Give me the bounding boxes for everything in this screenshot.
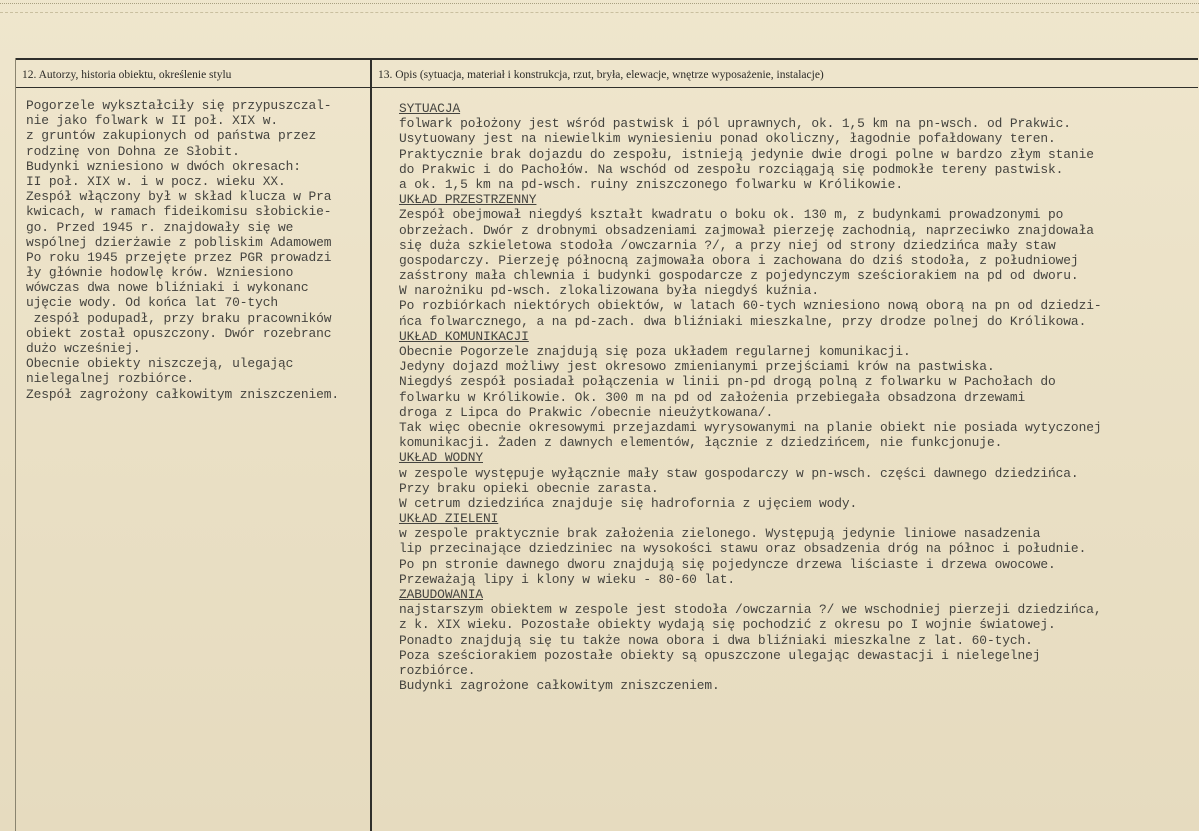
description-text-line: ńca folwarcznego, a na pd-zach. dwa bliźniaki mieszkalne, przy drodze polnej do Królikowa. bbox=[399, 313, 1087, 329]
description-text-line: w zespole występuje wyłącznie mały staw gospodarczy w pn-wsch. części dawnego dziedzińca. bbox=[399, 465, 1079, 481]
perforated-top-edge bbox=[0, 0, 1199, 13]
description-text-line: Jedyny dojazd możliwy jest okresowo zmienianymi przejściami krów na pastwiska. bbox=[399, 359, 995, 375]
section-heading: ZABUDOWANIA bbox=[399, 587, 483, 602]
history-text-line: rodzinę von Dohna ze Słobit. bbox=[26, 143, 240, 159]
top-edge-line bbox=[0, 3, 1199, 5]
description-text-line: Przy braku opieki obecnie zarasta. bbox=[399, 480, 659, 496]
history-text-line: nie jako folwark w II poł. XIX w. bbox=[26, 113, 278, 129]
description-text-line: do Prakwic i do Pachołów. Na wschód od zespołu rozciągają się podmokłe tereny pastwisk. bbox=[399, 161, 1064, 177]
history-text-column bbox=[26, 98, 339, 402]
section-12-header: 12. Autorzy, historia obiektu, określenie stylu bbox=[22, 69, 232, 81]
section-heading: SYTUACJA bbox=[399, 101, 461, 116]
history-text-line: wspólnej dzierżawie z pobliskim Adamowem bbox=[26, 234, 332, 250]
history-text-line: wówczas dwa nowe bliźniaki i wykonanc bbox=[26, 280, 309, 296]
description-text-line: z k. XIX wieku. Pozostałe obiekty wydają się pochodzić z okresu po I wojnie światowej. bbox=[399, 617, 1056, 633]
history-text-line: Obecnie obiekty niszczeją, ulegając bbox=[26, 356, 294, 372]
history-text-line: z gruntów zakupionych od państwa przez bbox=[26, 128, 317, 144]
history-text-line: ły głównie hodowlę krów. Wzniesiono bbox=[26, 265, 294, 281]
history-text-line: obiekt został opuszczony. Dwór rozebranc bbox=[26, 325, 332, 341]
description-text-line: Po rozbiórkach niektórych obiektów, w latach 60-tych wzniesiono nową oborą na pn od dziedzi- bbox=[399, 298, 1102, 314]
table-top-rule bbox=[15, 58, 1198, 60]
section-13-header: 13. Opis (sytuacja, materiał i konstrukcja, rzut, bryła, elewacje, wnętrze wyposażenie, instalacje) bbox=[378, 69, 824, 81]
description-text-column bbox=[399, 101, 1101, 693]
description-text-line: się duża szkieletowa stodoła /owczarnia ?/, a przy niej od strony dziedzińca mały staw bbox=[399, 237, 1056, 253]
history-text-line: Budynki wzniesiono w dwóch okresach: bbox=[26, 158, 301, 174]
description-text-line: folwarku w Królikowie. Ok. 300 m na pd od założenia przebiegała obsadzona drzewami bbox=[399, 389, 1026, 405]
history-text-line: zespół podupadł, przy braku pracowników bbox=[26, 310, 332, 326]
history-text-line: nielegalnej rozbiórce. bbox=[26, 371, 194, 387]
description-text-line: Po pn stronie dawnego dworu znajdują się pojedyncze drzewa liściaste i drzewa owocowe. bbox=[399, 556, 1056, 572]
header-bottom-rule bbox=[15, 87, 1198, 88]
history-text-line: ujęcie wody. Od końca lat 70-tych bbox=[26, 295, 278, 311]
description-text-line: Ponadto znajdują się tu także nowa obora i dwa bliźniaki mieszkalne z lat. 60-tych. bbox=[399, 632, 1033, 648]
description-text-line: Budynki zagrożone całkowitym zniszczeniem. bbox=[399, 678, 720, 694]
description-text-line: droga z Lipca do Prakwic /obecnie nieużytkowana/. bbox=[399, 404, 774, 420]
history-text-line: Po roku 1945 przejęte przez PGR prowadzi bbox=[26, 249, 332, 265]
history-text-line: Zespół zagrożony całkowitym zniszczeniem. bbox=[26, 386, 340, 402]
description-text-line: lip przecinające dziedziniec na wysokości stawu oraz obsadzenia dróg na północ i południe. bbox=[399, 541, 1087, 557]
section-heading: UKŁAD WODNY bbox=[399, 450, 483, 466]
history-text-line: Pogorzele wykształciły się przypuszczal- bbox=[26, 98, 332, 113]
column-divider bbox=[370, 58, 372, 831]
description-text-line: Zespół obejmował niegdyś kształt kwadratu o boku ok. 130 m, z budynkami prowadzonymi po bbox=[399, 207, 1064, 223]
description-text-line: obrzeżach. Dwór z drobnymi obsadzeniami zajmował pierzeję zachodnią, naprzeciwko znajdowała bbox=[399, 222, 1094, 238]
description-text-line: Praktycznie brak dojazdu do zespołu, istnieją jedynie dwie drogi polne w bardzo złym stanie bbox=[399, 146, 1094, 162]
section-heading: UKŁAD ZIELENI bbox=[399, 511, 499, 527]
description-text-line: Usytuowany jest na niewielkim wyniesieniu ponad okoliczny, łagodnie pofałdowany teren. bbox=[399, 131, 1056, 147]
section-heading: UKŁAD PRZESTRZENNY bbox=[399, 192, 537, 208]
description-text-line: w zespole praktycznie brak założenia zielonego. Występują jedynie liniowe nasadzenia bbox=[399, 526, 1041, 542]
description-text-line: Obecnie Pogorzele znajdują się poza układem regularnej komunikacji. bbox=[399, 344, 911, 359]
history-text-line: go. Przed 1945 r. znajdowały się we bbox=[26, 219, 294, 235]
description-text-line: komunikacji. Żaden z dawnych elementów, łącznie z dziedzińcem, nie funkcjonuje. bbox=[399, 435, 1003, 451]
description-text-line: rozbiórce. bbox=[399, 662, 476, 678]
description-text-line: Poza sześciorakiem pozostałe obiekty są opuszczone ulegając dewastacji i nielegelnej bbox=[399, 647, 1041, 663]
left-border-rule bbox=[15, 58, 16, 831]
history-text-line: II poł. XIX w. i w pocz. wieku XX. bbox=[26, 173, 286, 189]
description-text-line: W narożniku pd-wsch. zlokalizowana była niegdyś kuźnia. bbox=[399, 283, 819, 299]
description-text-line: najstarszym obiektem w zespole jest stodoła /owczarnia ?/ we wschodniej pierzeji dziedzińca, bbox=[399, 602, 1102, 618]
description-text-line: folwark położony jest wśród pastwisk i pól uprawnych, ok. 1,5 km na pn-wsch. od Prakwic. bbox=[399, 116, 1071, 132]
description-text-line: Niegdyś zespół posiadał połączenia w linii pn-pd drogą polną z folwarku w Pachołach do bbox=[399, 374, 1056, 390]
section-heading: UKŁAD KOMUNIKACJI bbox=[399, 328, 529, 344]
history-text-line: Zespół włączony był w skład klucza w Pra bbox=[26, 189, 332, 205]
description-text-line: Przeważają lipy i klony w wieku - 80-60 lat. bbox=[399, 571, 735, 587]
description-text-line: zaśstrony mała chlewnia i budynki gospodarcze z pojedynczym sześciorakiem na pd od dworu. bbox=[399, 268, 1079, 284]
history-text-line: dużo wcześniej. bbox=[26, 341, 141, 356]
description-text-line: gospodarczy. Pierzeję północną zajmowała obora i zachowana do dziś stodoła, z południowej bbox=[399, 252, 1079, 268]
description-text-line: Tak więc obecnie okresowymi przejazdami wyrysowanymi na planie obiekt nie posiada wytyczonej bbox=[399, 419, 1102, 435]
description-text-line: a ok. 1,5 km na pd-wsch. ruiny zniszczonego folwarku w Królikowie. bbox=[399, 176, 903, 192]
description-text-line: W cetrum dziedzińca znajduje się hadrofornia z ujęciem wody. bbox=[399, 495, 858, 511]
history-text-line: kwicach, w ramach fideikomisu słobickie- bbox=[26, 204, 332, 220]
